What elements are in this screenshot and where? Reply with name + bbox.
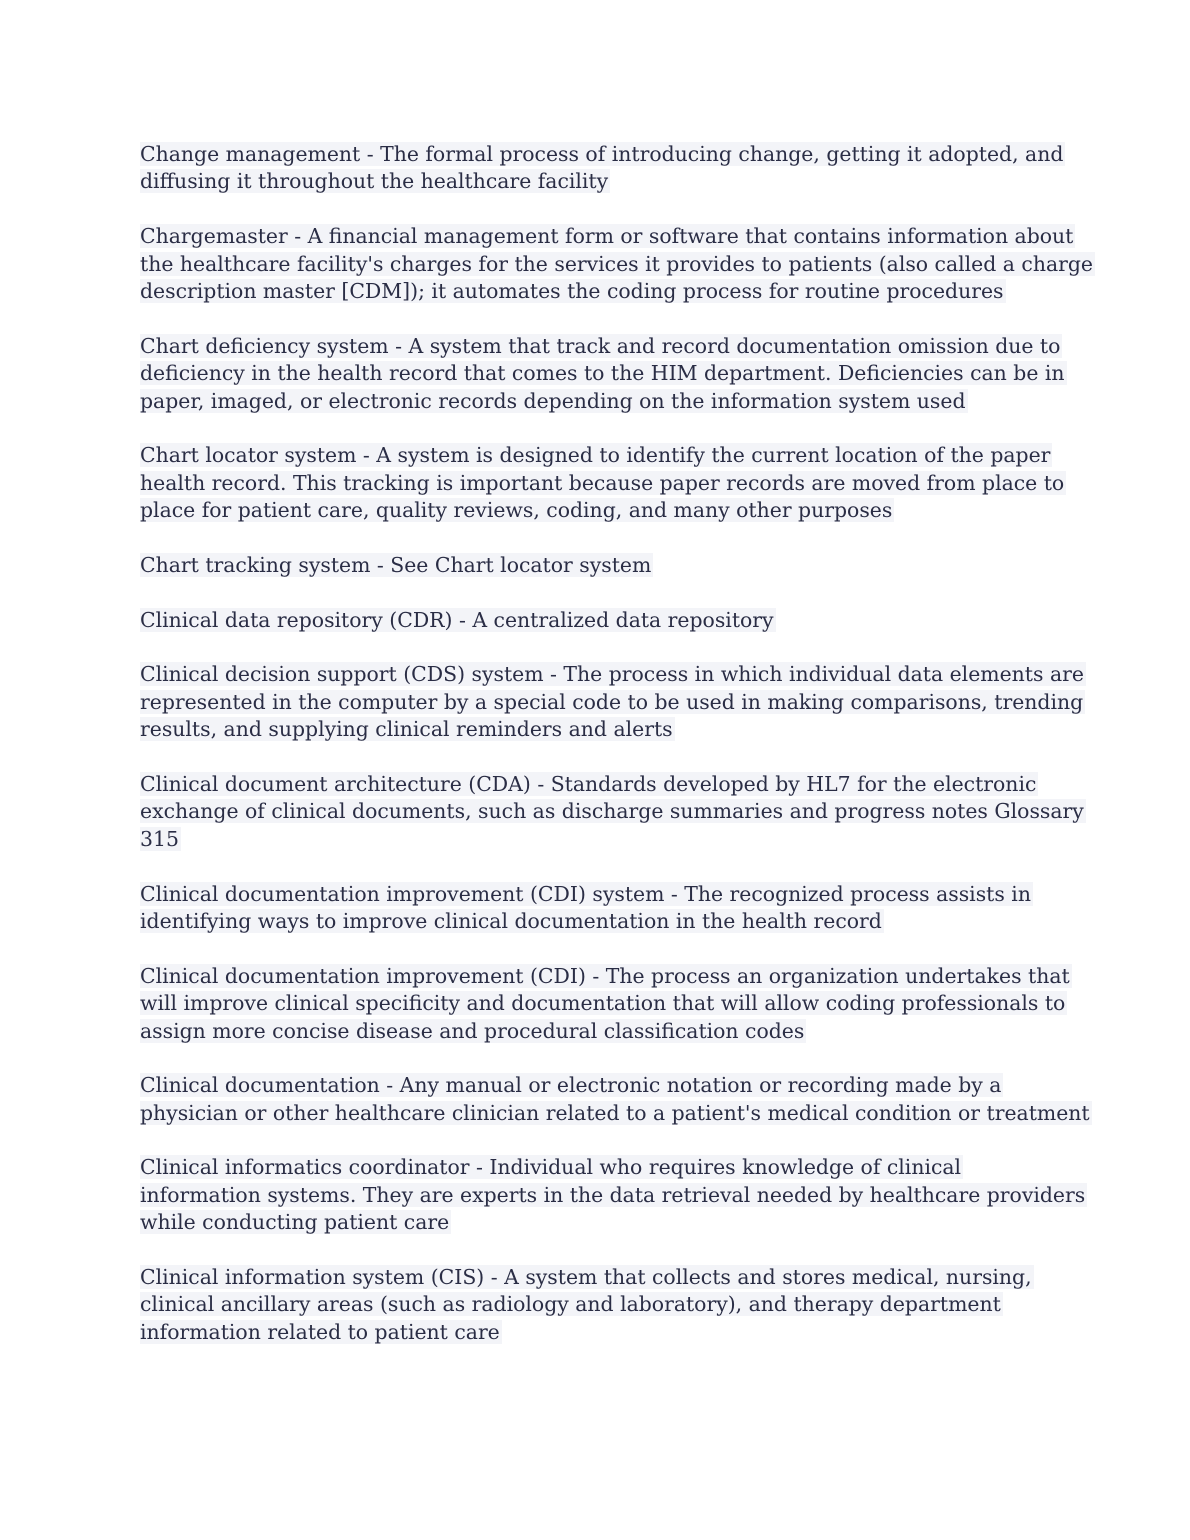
entry-line: Clinical informatics coordinator - Individual who requires knowledge of clinical	[140, 1155, 962, 1180]
glossary-entry-clinical-decision-support	[140, 661, 1084, 743]
glossary-entry-change-management	[140, 141, 1064, 196]
entry-line: health record. This tracking is important because paper records are moved from place to	[140, 470, 1065, 495]
entry-line: physician or other healthcare clinician related to a patient's medical condition or treatment	[140, 1100, 1090, 1125]
entry-line: Clinical documentation improvement (CDI) system - The recognized process assists in	[140, 881, 1031, 906]
entry-line: place for patient care, quality reviews, coding, and many other purposes	[140, 498, 893, 523]
entry-line: information related to patient care	[140, 1319, 500, 1344]
entry-line: information systems. They are experts in the data retrieval needed by healthcare providers	[140, 1182, 1086, 1207]
entry-line: paper, imaged, or electronic records depending on the information system used	[140, 388, 966, 413]
entry-line: Clinical decision support (CDS) system - The process in which individual data elements are	[140, 662, 1084, 687]
entry-line: assign more concise disease and procedural classification codes	[140, 1018, 805, 1043]
entry-line: diffusing it throughout the healthcare facility	[140, 169, 609, 194]
glossary-entry-clinical-information-system	[140, 1264, 1055, 1346]
glossary-entry-chart-tracking-system	[140, 552, 1055, 579]
entry-line: Chart deficiency system - A system that track and record documentation omission due to	[140, 333, 1061, 358]
entry-line: Clinical documentation improvement (CDI) - The process an organization undertakes that	[140, 963, 1070, 988]
glossary-entry-clinical-documentation	[140, 1072, 1090, 1127]
glossary-entry-cdi	[140, 963, 1070, 1045]
glossary-entry-chart-locator-system	[140, 442, 1065, 524]
entry-line: Clinical document architecture (CDA) - Standards developed by HL7 for the electronic	[140, 771, 1037, 796]
glossary-entry-chargemaster	[140, 223, 1093, 305]
entry-line: 315	[140, 826, 179, 851]
entry-line: while conducting patient care	[140, 1210, 450, 1235]
glossary-entry-clinical-document-architecture	[140, 771, 1084, 853]
glossary-entry-clinical-data-repository	[140, 607, 1055, 634]
entry-line: Clinical information system (CIS) - A system that collects and stores medical, nursing,	[140, 1265, 1032, 1290]
entry-line: Change management - The formal process of introducing change, getting it adopted, and	[140, 142, 1064, 166]
glossary-entry-clinical-informatics-coordinator	[140, 1154, 1086, 1236]
entry-line: will improve clinical specificity and documentation that will allow coding professionals to	[140, 991, 1066, 1016]
entry-line: exchange of clinical documents, such as discharge summaries and progress notes Glossary	[140, 799, 1084, 824]
entry-line: description master [CDM]); it automates the coding process for routine procedures	[140, 278, 1004, 303]
glossary-list	[140, 141, 1093, 1374]
entry-line: the healthcare facility's charges for the services it provides to patients (also called a charge	[140, 251, 1093, 276]
entry-line: Clinical data repository (CDR) - A centralized data repository	[140, 607, 774, 632]
entry-line: clinical ancillary areas (such as radiology and laboratory), and therapy department	[140, 1292, 1001, 1317]
entry-line: Chart tracking system - See Chart locator system	[140, 552, 652, 577]
entry-line: deficiency in the health record that comes to the HIM department. Deficiencies can be in	[140, 361, 1065, 386]
entry-line: Clinical documentation - Any manual or electronic notation or recording made by a	[140, 1073, 1002, 1098]
entry-line: results, and supplying clinical reminders and alerts	[140, 717, 673, 742]
entry-line: Chart locator system - A system is designed to identify the current location of the paper	[140, 443, 1051, 468]
entry-line: Chargemaster - A financial management form or software that contains information about	[140, 224, 1074, 249]
glossary-entry-cdi-system	[140, 881, 1055, 936]
glossary-entry-chart-deficiency-system	[140, 333, 1065, 415]
entry-line: identifying ways to improve clinical documentation in the health record	[140, 908, 882, 933]
entry-line: represented in the computer by a special code to be used in making comparisons, trending	[140, 689, 1084, 714]
